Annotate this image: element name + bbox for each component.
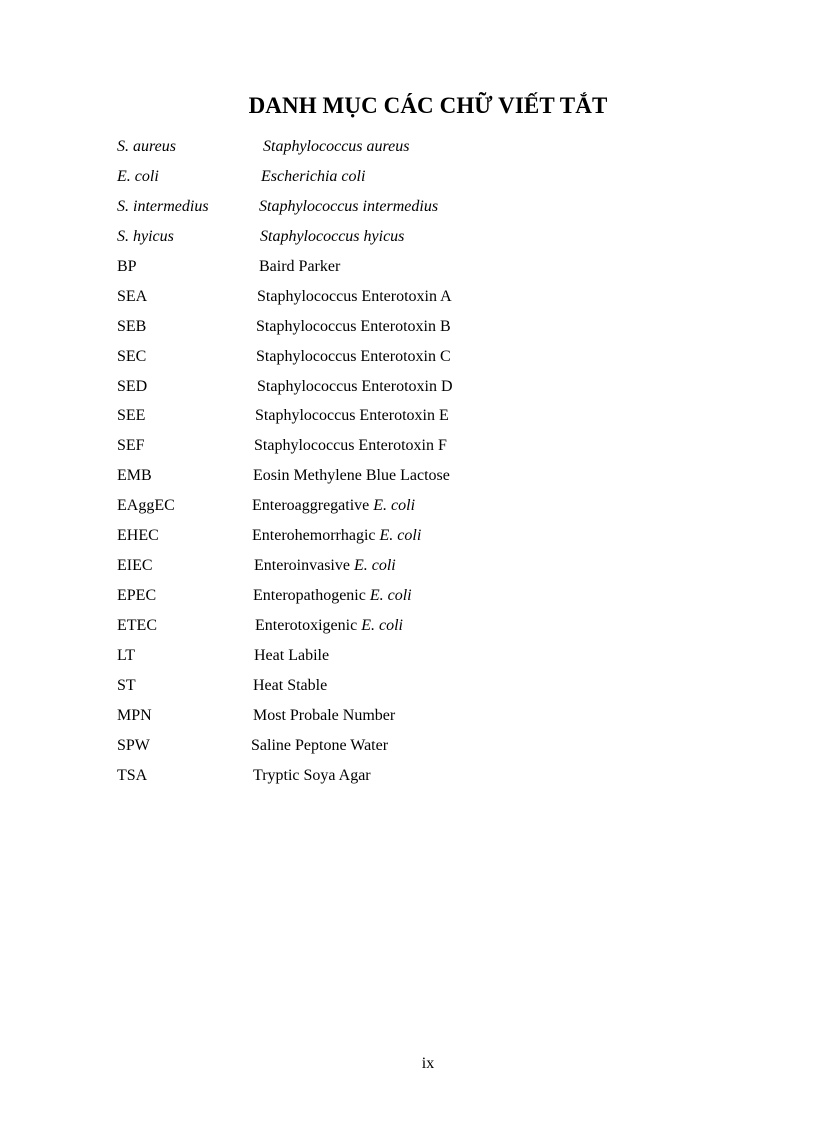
abbreviation: TSA xyxy=(117,766,148,784)
abbreviation: SEF xyxy=(117,437,145,455)
list-item xyxy=(117,703,677,733)
list-item xyxy=(117,344,677,374)
abbreviation: SEB xyxy=(117,317,147,335)
abbreviation: EPEC xyxy=(117,587,157,605)
list-item xyxy=(117,493,677,523)
definition: Heat Labile xyxy=(254,646,330,664)
definition: Staphylococcus Enterotoxin B xyxy=(256,317,451,335)
abbreviation: ETEC xyxy=(117,617,157,634)
abbreviation: E. coli xyxy=(117,167,159,185)
list-item xyxy=(117,523,677,553)
definition: Staphylococcus intermedius xyxy=(259,197,439,215)
definition: Staphylococcus Enterotoxin D xyxy=(257,377,453,395)
abbreviation: SEC xyxy=(117,347,147,365)
list-item xyxy=(117,763,677,793)
abbreviation: EHEC xyxy=(117,527,159,545)
abbreviation: EIEC xyxy=(117,557,153,575)
list-item xyxy=(117,643,677,673)
definition: Eosin Methylene Blue Lactose xyxy=(253,467,450,485)
list-item xyxy=(117,164,677,194)
definition: Staphylococcus Enterotoxin A xyxy=(257,287,452,305)
definition: Staphylococcus Enterotoxin F xyxy=(254,437,447,455)
definition: Enteroaggregative E. coli xyxy=(252,497,416,515)
definition: Enterohemorrhagic E. coli xyxy=(252,527,422,545)
abbreviation: EAggEC xyxy=(117,497,175,515)
abbreviation: SPW xyxy=(117,736,150,754)
abbreviation: MPN xyxy=(117,706,152,724)
abbreviation: SEE xyxy=(117,407,146,425)
abbreviation: S. hyicus xyxy=(117,227,174,245)
list-item xyxy=(117,374,677,404)
list-item xyxy=(117,463,677,493)
definition: Saline Peptone Water xyxy=(251,736,389,754)
definition: Staphylococcus hyicus xyxy=(260,227,405,245)
list-item xyxy=(117,613,677,643)
list-item xyxy=(117,403,677,433)
definition: Most Probale Number xyxy=(253,706,396,724)
definition: Enteropathogenic E. coli xyxy=(253,587,412,605)
definition: Enteroinvasive E. coli xyxy=(254,557,396,575)
definition: Staphylococcus aureus xyxy=(263,138,410,155)
page-number: ix xyxy=(421,1055,435,1072)
page-title: DANH MỤC CÁC CHỮ VIẾT TẮT xyxy=(248,93,608,118)
definition: Tryptic Soya Agar xyxy=(253,766,371,784)
list-item xyxy=(117,194,677,224)
definition: Staphylococcus Enterotoxin E xyxy=(255,407,449,425)
definition: Heat Stable xyxy=(253,676,328,694)
abbreviation-list xyxy=(117,134,677,793)
list-item xyxy=(117,254,677,284)
list-item xyxy=(117,433,677,463)
list-item xyxy=(117,224,677,254)
definition: Baird Parker xyxy=(259,257,341,275)
definition: Enterotoxigenic E. coli xyxy=(255,617,403,634)
abbreviation: LT xyxy=(117,646,136,664)
definition: Escherichia coli xyxy=(261,167,366,185)
abbreviation: SEA xyxy=(117,287,148,305)
abbreviation: ST xyxy=(117,676,136,694)
abbreviation: EMB xyxy=(117,467,152,485)
list-item xyxy=(117,553,677,583)
abbreviation: SED xyxy=(117,377,148,395)
abbreviation: BP xyxy=(117,257,137,275)
abbreviation: S. aureus xyxy=(117,138,176,155)
definition: Staphylococcus Enterotoxin C xyxy=(256,347,451,365)
list-item xyxy=(117,733,677,763)
list-item xyxy=(117,673,677,703)
abbreviation: S. intermedius xyxy=(117,197,209,215)
list-item xyxy=(117,134,677,164)
list-item xyxy=(117,284,677,314)
list-item xyxy=(117,583,677,613)
list-item xyxy=(117,314,677,344)
